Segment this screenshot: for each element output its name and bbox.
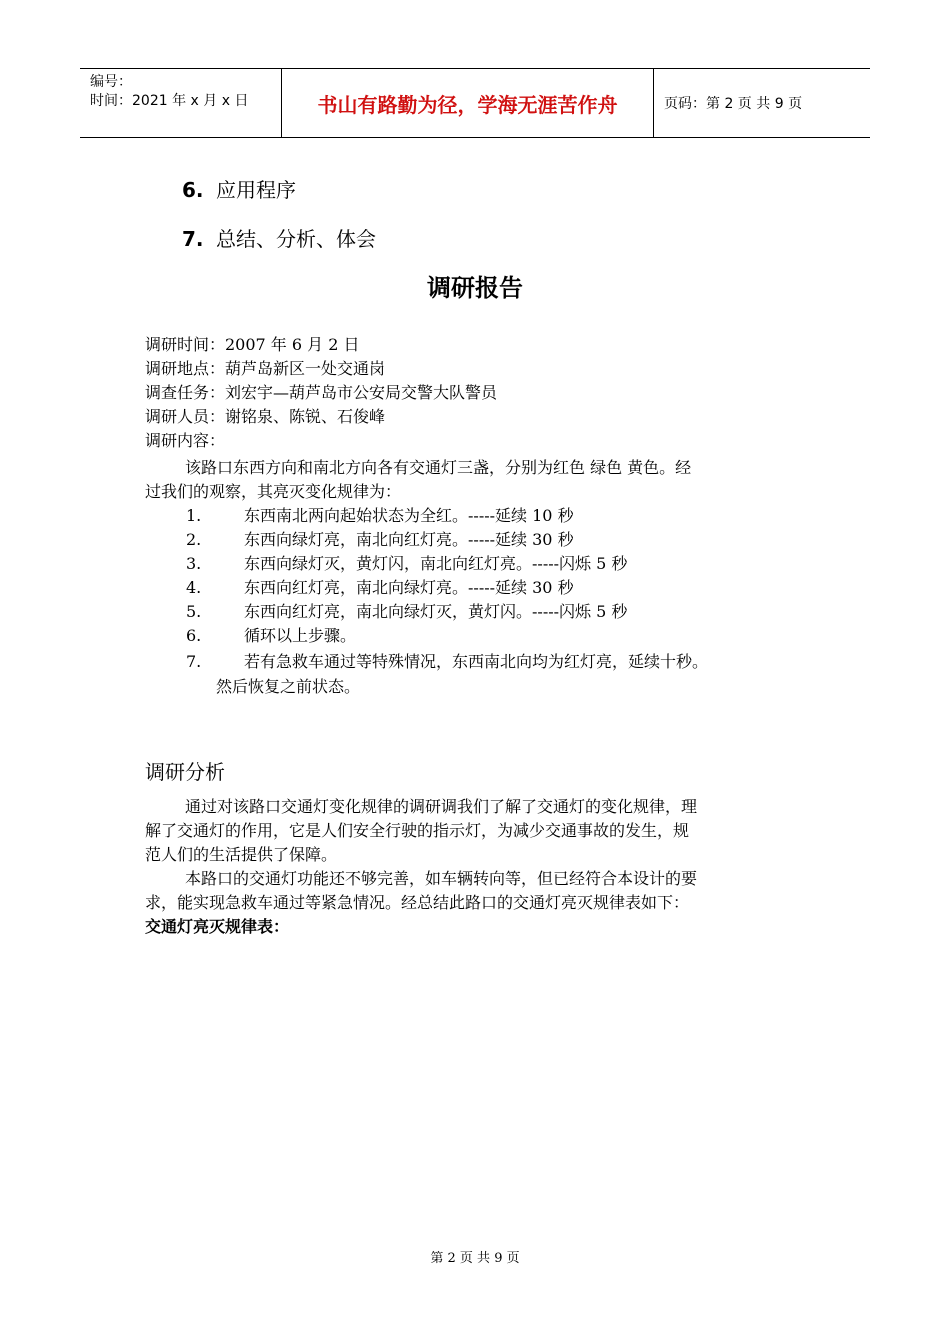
list-item — [186, 623, 356, 646]
list-item — [186, 551, 627, 574]
list-text: 东西向红灯亮，南北向绿灯亮。-----延续 30 秒 — [244, 578, 574, 597]
list-item-continuation: 然后恢复之前状态。 — [216, 677, 361, 696]
toc-text: 总结、分析、体会 — [216, 227, 376, 251]
list-item — [186, 527, 574, 550]
analysis-paragraph-line: 本路口的交通灯功能还不够完善，如车辆转向等，但已经符合本设计的要 — [185, 869, 698, 888]
list-number: 7. — [186, 652, 202, 671]
list-number: 4. — [186, 578, 202, 597]
toc-number: 7. — [182, 227, 204, 251]
report-time: 调研时间：2007 年 6 月 2 日 — [145, 335, 360, 354]
list-text: 循环以上步骤。 — [244, 626, 357, 645]
toc-item — [182, 174, 296, 203]
header-page: 页码：第 2 页 共 9 页 — [664, 96, 803, 112]
table-caption: 交通灯亮灭规律表： — [145, 917, 290, 936]
list-number: 5. — [186, 602, 202, 621]
list-number: 3. — [186, 554, 202, 573]
list-text: 东西向红灯亮，南北向绿灯灭，黄灯闪。-----闪烁 5 秒 — [244, 602, 628, 621]
list-text: 东西南北两向起始状态为全红。-----延续 10 秒 — [244, 506, 574, 525]
analysis-paragraph-line: 解了交通灯的作用，它是人们安全行驶的指示灯，为减少交通事故的发生，规 — [145, 821, 690, 840]
page-header — [80, 68, 870, 138]
analysis-paragraph-line: 通过对该路口交通灯变化规律的调研调我们了解了交通灯的变化规律，理 — [185, 797, 698, 816]
list-item — [186, 575, 574, 598]
header-number: 编号： — [90, 74, 132, 90]
report-content-label: 调研内容： — [145, 431, 226, 450]
report-task: 调查任务：刘宏宇—葫芦岛市公安局交警大队警员 — [145, 383, 498, 402]
toc-item — [182, 223, 376, 252]
list-item — [186, 649, 708, 672]
report-people: 调研人员：谢铭泉、陈锐、石俊峰 — [145, 407, 386, 426]
analysis-paragraph-line: 范人们的生活提供了保障。 — [145, 845, 338, 864]
list-text: 若有急救车通过等特殊情况，东西南北向均为红灯亮，延续十秒。 — [244, 652, 709, 671]
report-title: 调研报告 — [427, 274, 523, 302]
header-time: 时间：2021 年 x 月 x 日 — [90, 93, 249, 109]
analysis-heading: 调研分析 — [145, 760, 225, 784]
page-footer: 第 2 页 共 9 页 — [430, 1251, 520, 1266]
toc-text: 应用程序 — [216, 178, 296, 202]
list-item — [186, 503, 574, 526]
toc-number: 6. — [182, 178, 204, 202]
analysis-paragraph-line: 求，能实现急救车通过等紧急情况。经总结此路口的交通灯亮灭规律表如下： — [145, 893, 690, 912]
list-text: 东西向绿灯亮，南北向红灯亮。-----延续 30 秒 — [244, 530, 574, 549]
report-place: 调研地点：葫芦岛新区一处交通岗 — [145, 359, 386, 378]
list-text: 东西向绿灯灭，黄灯闪，南北向红灯亮。-----闪烁 5 秒 — [244, 554, 628, 573]
list-number: 6. — [186, 626, 202, 645]
report-intro-line: 该路口东西方向和南北方向各有交通灯三盏，分别为红色 绿色 黄色。经 — [185, 458, 692, 477]
header-motto: 书山有路勤为径，学海无涯苦作舟 — [282, 69, 654, 137]
list-item — [186, 599, 627, 622]
list-number: 2. — [186, 530, 202, 549]
report-intro-line: 过我们的观察，其亮灭变化规律为： — [145, 482, 402, 501]
header-meta — [80, 69, 282, 137]
list-number: 1. — [186, 506, 202, 525]
